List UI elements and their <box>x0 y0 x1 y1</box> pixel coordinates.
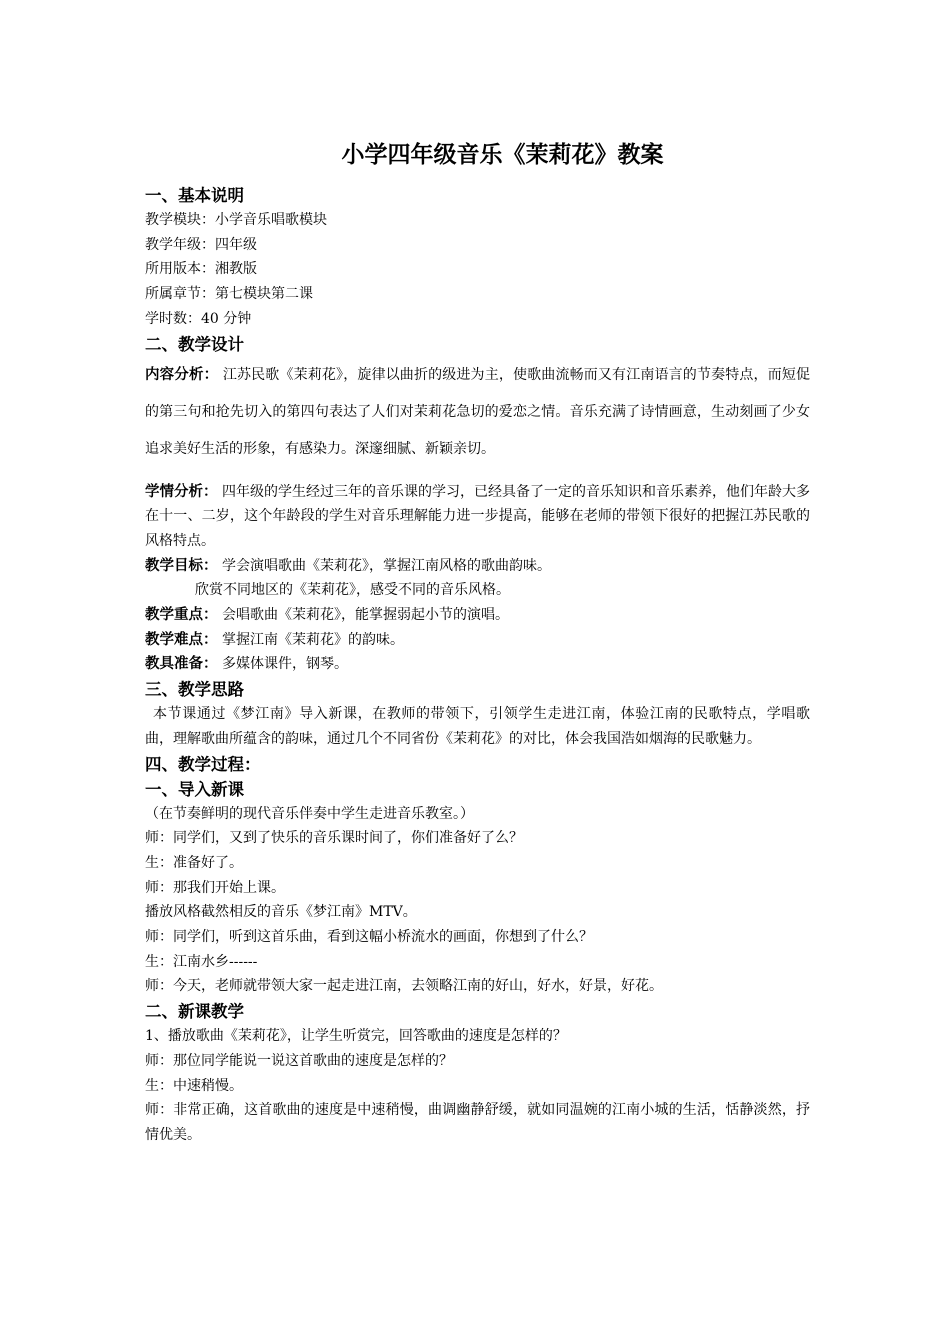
section-heading-approach: 三、教学思路 <box>145 680 244 700</box>
teaching-tools-text: 多媒体课件，钢琴。 <box>221 656 348 673</box>
lesson-line: 师：那位同学能说一说这首歌曲的速度是怎样的？ <box>145 1052 453 1069</box>
document-page <box>145 130 810 1148</box>
teaching-key-label: 教学重点： <box>145 607 218 624</box>
teaching-goal-text-1: 学会演唱歌曲《茉莉花》，掌握江南风格的歌曲韵味。 <box>221 557 551 574</box>
lesson-line: 师：非常正确，这首歌曲的速度是中速稍慢，曲调幽静舒缓，就如同温婉的江南小城的生活，恬静淡然，抒情优美。 <box>145 1102 810 1143</box>
content-analysis <box>145 357 810 468</box>
section-heading-process: 四、教学过程： <box>145 754 261 774</box>
teaching-difficulty-label: 教学难点： <box>145 631 218 648</box>
teaching-tools <box>145 652 810 677</box>
teaching-difficulty <box>145 628 810 653</box>
teaching-goal-label: 教学目标： <box>145 557 218 574</box>
teaching-key-text: 会唱歌曲《茉莉花》，能掌握弱起小节的演唱。 <box>221 607 509 624</box>
intro-line: 师：那我们开始上课。 <box>145 879 285 896</box>
intro-line: 师：同学们，听到这首乐曲，看到这幅小桥流水的画面，你想到了什么？ <box>145 929 593 946</box>
approach-text: 本节课通过《梦江南》导入新课，在教师的带领下，引领学生走进江南，体验江南的民歌特点，学唱歌曲，理解歌曲所蕴含的韵味，通过几个不同省份《茉莉花》的对比，体会我国浩如烟海的民歌魅力。 <box>145 706 810 747</box>
document-title: 小学四年级音乐《茉莉花》教案 <box>341 142 664 168</box>
basic-hours: 学时数：40 分钟 <box>145 310 252 327</box>
basic-edition: 所用版本：湘教版 <box>145 261 257 278</box>
section-heading-design: 二、教学设计 <box>145 334 244 354</box>
intro-line: 生：准备好了。 <box>145 854 243 871</box>
content-analysis-label: 内容分析： <box>145 366 219 383</box>
teaching-difficulty-text: 掌握江南《茉莉花》的韵味。 <box>221 631 404 648</box>
student-analysis-label: 学情分析： <box>145 483 218 500</box>
teaching-key <box>145 603 810 628</box>
intro-line: 师：同学们，又到了快乐的音乐课时间了，你们准备好了么？ <box>145 830 523 847</box>
teaching-tools-label: 教具准备： <box>145 656 218 673</box>
intro-line: 师：今天，老师就带领大家一起走进江南，去领略江南的好山，好水，好景，好花。 <box>145 978 663 995</box>
basic-module: 教学模块：小学音乐唱歌模块 <box>145 212 327 228</box>
student-analysis-text: 四年级的学生经过三年的音乐课的学习，已经具备了一定的音乐知识和音乐素养，他们年龄大多在十一、二岁，这个年龄段的学生对音乐理解能力进一步提高，能够在老师的带领下很好的把握江苏民歌的风格特点。 <box>145 483 811 549</box>
lesson-line: 1、播放歌曲《茉莉花》，让学生听赏完，回答歌曲的速度是怎样的？ <box>145 1028 567 1045</box>
lesson-line: 生：中速稍慢。 <box>145 1077 243 1094</box>
intro-line: （在节奏鲜明的现代音乐伴奏中学生走进音乐教室。） <box>145 805 474 822</box>
content-analysis-text: 江苏民歌《茉莉花》，旋律以曲折的级进为主，使歌曲流畅而又有江南语言的节奏特点，而短促的第三句和抢先切入的第四句表达了人们对茉莉花急切的爱恋之情。音乐充满了诗情画意，生动刻画了少女追求美好生活的形象，有感染力。深邃细腻、新颖亲切。 <box>145 366 811 457</box>
teaching-goal <box>145 554 810 579</box>
intro-line: 播放风格截然相反的音乐《梦江南》MTV。 <box>145 904 417 921</box>
teaching-goal-text-2: 欣赏不同地区的《茉莉花》，感受不同的音乐风格。 <box>195 582 510 599</box>
subheading-intro: 一、导入新课 <box>145 779 244 799</box>
student-analysis <box>145 480 810 554</box>
section-heading-basic: 一、基本说明 <box>145 186 244 205</box>
intro-line: 生：江南水乡------ <box>145 953 258 970</box>
subheading-new-lesson: 二、新课教学 <box>145 1002 244 1022</box>
basic-grade: 教学年级：四年级 <box>145 236 257 253</box>
basic-chapter: 所属章节：第七模块第二课 <box>145 286 313 303</box>
